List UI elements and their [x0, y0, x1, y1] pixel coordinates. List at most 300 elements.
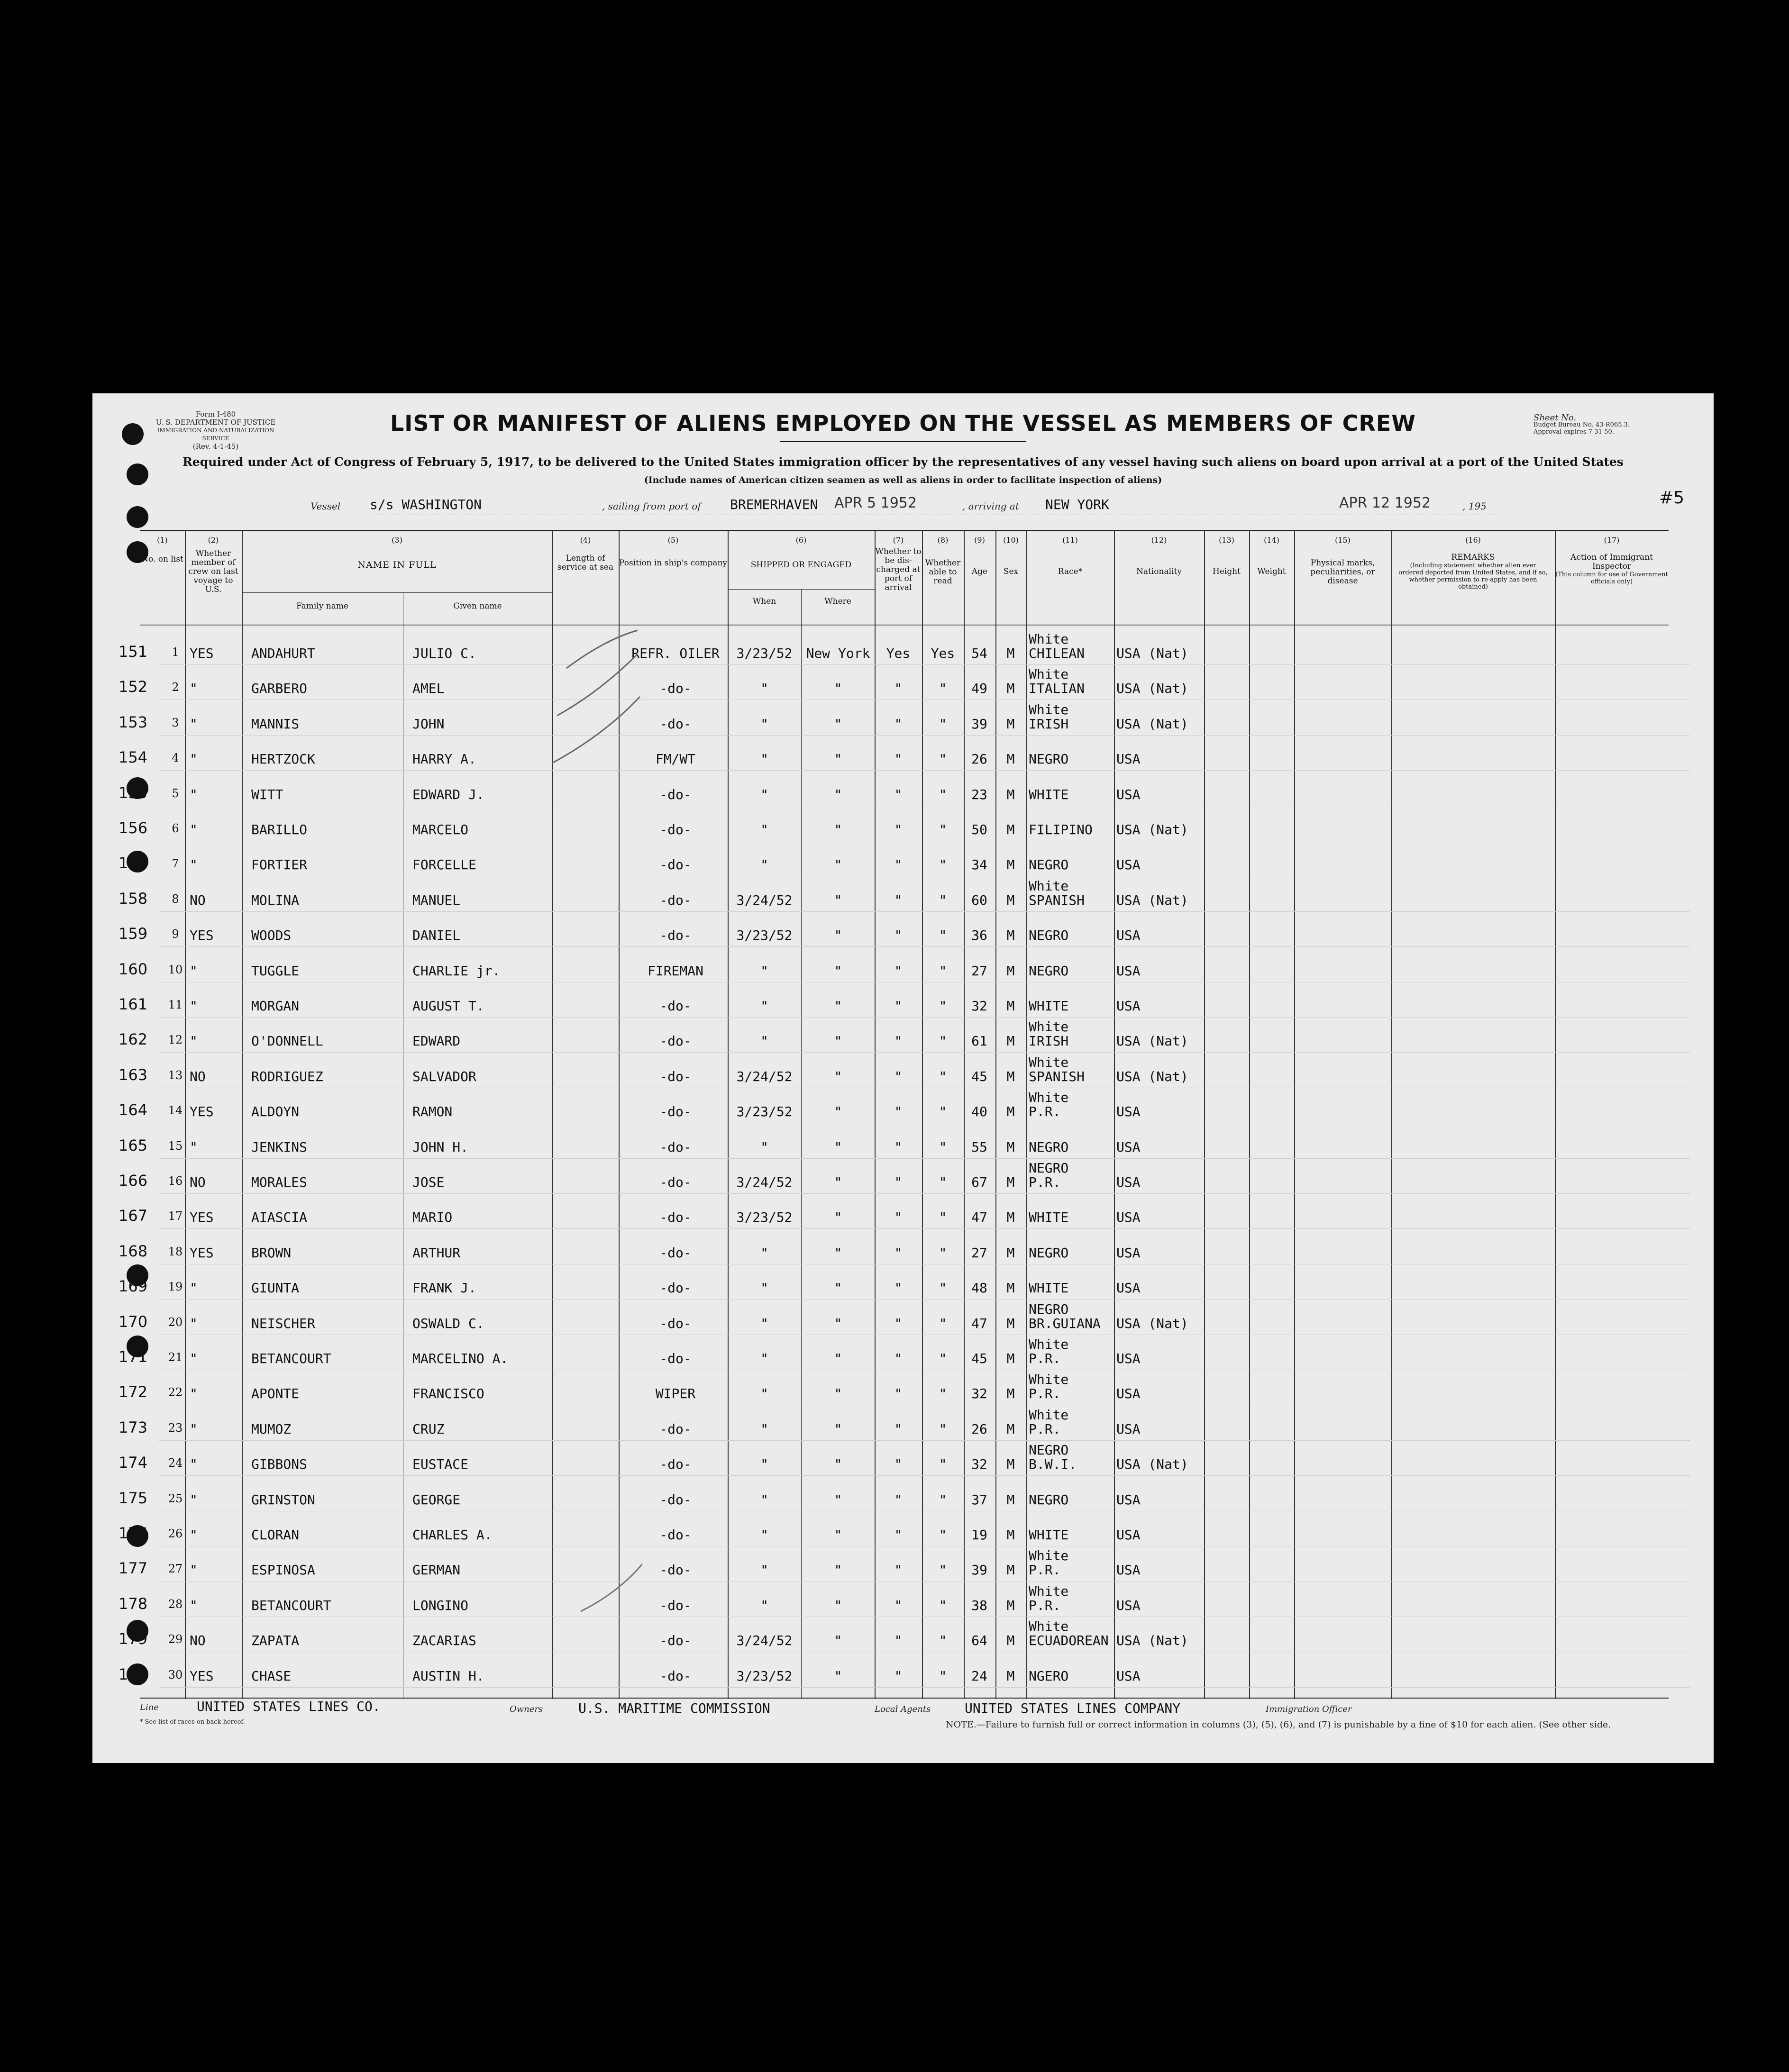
- col13-num: (13): [1219, 536, 1234, 545]
- cell-when: 3/24/52: [736, 1633, 793, 1648]
- cell-where: ": [834, 998, 842, 1014]
- col4-label: Length of service at sea: [557, 554, 614, 572]
- cell-sex: M: [1006, 1527, 1015, 1543]
- cell-disch: ": [894, 1633, 903, 1648]
- cell-when: ": [760, 681, 768, 696]
- col12-num: (12): [1151, 536, 1167, 545]
- cell-sex: M: [1006, 927, 1015, 943]
- cell-prev: YES: [190, 927, 214, 943]
- subtitle-note: (Include names of American citizen seamen as well as aliens in order to facilitate inspection of aliens): [644, 475, 1162, 485]
- cell-read: ": [939, 963, 947, 979]
- cell-position: -do-: [659, 1033, 692, 1049]
- cell-race-line1: White: [1029, 878, 1069, 894]
- cell-prev: ": [190, 1280, 198, 1296]
- col1-header: [140, 536, 185, 564]
- cell-sex: M: [1006, 787, 1015, 802]
- col15-label: Physical marks, peculiarities, or disease: [1310, 558, 1375, 586]
- cell-prev: YES: [190, 1209, 214, 1225]
- cell-nat: USA: [1116, 927, 1141, 943]
- cell-race-line1: White: [1029, 1548, 1069, 1563]
- cell-disch: ": [894, 1351, 903, 1366]
- cell-no: 21: [168, 1351, 183, 1364]
- cell-read: ": [939, 857, 947, 872]
- handwritten-list-number: 167: [119, 1207, 148, 1225]
- col11-num: (11): [1062, 536, 1078, 545]
- pencil-marks: [548, 621, 642, 1663]
- cell-position: -do-: [659, 1492, 692, 1508]
- given-name-header: Given name: [453, 601, 502, 611]
- col11-header: [1026, 536, 1114, 576]
- cell-disch: ": [894, 1598, 903, 1613]
- col-divider: [1249, 531, 1250, 1699]
- cell-position: -do-: [659, 1456, 692, 1472]
- cell-no: 4: [172, 751, 179, 764]
- col9-label: Age: [971, 567, 988, 576]
- cell-race-line1: White: [1029, 1618, 1069, 1634]
- cell-given: CHARLES A.: [412, 1527, 493, 1543]
- cell-position: -do-: [659, 927, 692, 943]
- cell-disch: ": [894, 787, 903, 802]
- col17-label: Action of Immigrant Inspector: [1570, 553, 1653, 571]
- cell-nat: USA: [1116, 1139, 1141, 1155]
- departure-port: BREMERHAVEN: [730, 497, 818, 512]
- cell-age: 34: [971, 857, 987, 872]
- handwritten-list-number: 178: [119, 1595, 148, 1613]
- cell-sex: M: [1006, 1104, 1015, 1119]
- col2-header: [185, 536, 242, 594]
- cell-prev: ": [190, 1351, 198, 1366]
- cell-disch: ": [894, 751, 903, 767]
- handwritten-list-number: 154: [119, 748, 148, 766]
- cell-nat: USA: [1116, 751, 1141, 767]
- cell-read: ": [939, 716, 947, 732]
- row-rule: [159, 664, 1690, 665]
- cell-nat: USA (Nat): [1116, 822, 1188, 837]
- cell-disch: ": [894, 1209, 903, 1225]
- cell-family: MANNIS: [251, 716, 300, 732]
- handwritten-list-number: 166: [119, 1172, 148, 1190]
- cell-prev: ": [190, 1527, 198, 1543]
- col-divider: [801, 589, 802, 1699]
- cell-nat: USA (Nat): [1116, 1633, 1188, 1648]
- col8-label: Whether able to read: [925, 558, 961, 586]
- cell-nat: USA (Nat): [1116, 1033, 1188, 1049]
- cell-race: SPANISH: [1029, 1069, 1085, 1084]
- cell-nat: USA: [1116, 857, 1141, 872]
- cell-disch: ": [894, 1562, 903, 1578]
- cell-when: 3/23/52: [736, 1668, 793, 1684]
- cell-race: P.R.: [1029, 1421, 1061, 1437]
- cell-race: B.W.I.: [1029, 1456, 1077, 1472]
- cell-where: ": [834, 1139, 842, 1155]
- cell-where: ": [834, 892, 842, 908]
- col7-label: Whether to be dis-charged at port of arrival: [875, 547, 922, 592]
- cell-given: GEORGE: [412, 1492, 461, 1508]
- handwritten-list-number: 151: [119, 643, 148, 661]
- cell-race-line1: NEGRO: [1029, 1442, 1069, 1458]
- cell-nat: USA: [1116, 1174, 1141, 1190]
- cell-prev: ": [190, 681, 198, 696]
- cell-age: 61: [971, 1033, 987, 1049]
- cell-race: IRISH: [1029, 1033, 1069, 1049]
- cell-position: -do-: [659, 787, 692, 802]
- row-rule: [159, 1687, 1690, 1688]
- header-bottom-rule: [140, 625, 1669, 626]
- cell-sex: M: [1006, 963, 1015, 979]
- cell-when: ": [760, 1527, 768, 1543]
- cell-given: FORCELLE: [412, 857, 476, 872]
- cell-given: JOSE: [412, 1174, 445, 1190]
- cell-where: ": [834, 787, 842, 802]
- cell-sex: M: [1006, 1562, 1015, 1578]
- name-subrule: [242, 592, 552, 593]
- cell-disch: ": [894, 857, 903, 872]
- manifest-sheet: [92, 393, 1714, 1763]
- cell-where: ": [834, 1245, 842, 1261]
- cell-read: ": [939, 1069, 947, 1084]
- cell-family: ANDAHURT: [251, 645, 315, 661]
- cell-age: 19: [971, 1527, 987, 1543]
- departure-date: APR 5 1952: [834, 495, 917, 511]
- cell-sex: M: [1006, 1492, 1015, 1508]
- cell-disch: ": [894, 1316, 903, 1331]
- handwritten-list-number: 170: [119, 1313, 148, 1331]
- cell-race: IRISH: [1029, 716, 1069, 732]
- handwritten-list-number: 161: [119, 995, 148, 1013]
- cell-nat: USA (Nat): [1116, 1456, 1188, 1472]
- cell-read: ": [939, 787, 947, 802]
- col-divider: [1555, 531, 1556, 1699]
- cell-when: ": [760, 1562, 768, 1578]
- cell-sex: M: [1006, 645, 1015, 661]
- cell-position: -do-: [659, 1668, 692, 1684]
- cell-position: REFR. OILER: [631, 645, 720, 661]
- col16-sub: (Including statement whether alien ever ordered deported from United States, and if so, whether permission to re-apply has been obtained): [1398, 562, 1548, 591]
- cell-position: -do-: [659, 1280, 692, 1296]
- cell-when: ": [760, 1351, 768, 1366]
- col14-header: [1249, 536, 1294, 576]
- table-top-rule: [140, 530, 1669, 531]
- cell-race: WHITE: [1029, 1209, 1069, 1225]
- cell-disch: ": [894, 1280, 903, 1296]
- service: IMMIGRATION AND NATURALIZATION SERVICE: [157, 427, 274, 442]
- line-label: Line: [140, 1702, 159, 1712]
- cell-no: 22: [168, 1386, 183, 1399]
- cell-no: 10: [168, 963, 183, 976]
- cell-read: ": [939, 998, 947, 1014]
- handwritten-list-number: 169: [119, 1277, 148, 1295]
- cell-sex: M: [1006, 822, 1015, 837]
- cell-read: ": [939, 1033, 947, 1049]
- cell-race: ITALIAN: [1029, 681, 1085, 696]
- cell-race: BR.GUIANA: [1029, 1316, 1101, 1331]
- where-header: Where: [824, 597, 851, 606]
- col11-label: Race*: [1058, 567, 1083, 576]
- cell-family: WITT: [251, 787, 283, 802]
- row-rule: [159, 770, 1690, 771]
- col14-num: (14): [1264, 536, 1279, 545]
- approval-expiry: Approval expires 7-31-50.: [1533, 428, 1614, 436]
- cell-family: JENKINS: [251, 1139, 308, 1155]
- col-divider: [1204, 531, 1205, 1699]
- cell-prev: YES: [190, 1104, 214, 1119]
- cell-sex: M: [1006, 1139, 1015, 1155]
- col-divider: [728, 531, 729, 1699]
- cell-age: 23: [971, 787, 987, 802]
- year-suffix: , 195: [1462, 500, 1487, 512]
- sailing-label: , sailing from port of: [602, 500, 701, 512]
- handwritten-list-number: 168: [119, 1242, 148, 1260]
- cell-nat: USA (Nat): [1116, 645, 1188, 661]
- cell-when: ": [760, 1456, 768, 1472]
- cell-prev: YES: [190, 645, 214, 661]
- row-rule: [159, 1440, 1690, 1441]
- cell-prev: NO: [190, 892, 206, 908]
- cell-nat: USA: [1116, 787, 1141, 802]
- cell-position: -do-: [659, 1174, 692, 1190]
- cell-race: P.R.: [1029, 1174, 1061, 1190]
- cell-no: 14: [168, 1104, 183, 1117]
- cell-nat: USA: [1116, 1527, 1141, 1543]
- cell-nat: USA: [1116, 998, 1141, 1014]
- cell-sex: M: [1006, 716, 1015, 732]
- cell-race-line1: White: [1029, 1407, 1069, 1423]
- cell-sex: M: [1006, 857, 1015, 872]
- cell-sex: M: [1006, 998, 1015, 1014]
- cell-age: 26: [971, 1421, 987, 1437]
- handwritten-list-number: 162: [119, 1030, 148, 1048]
- cell-read: ": [939, 1209, 947, 1225]
- cell-race-line1: White: [1029, 1372, 1069, 1387]
- cell-family: RODRIGUEZ: [251, 1069, 323, 1084]
- cell-given: DANIEL: [412, 927, 461, 943]
- cell-position: -do-: [659, 1633, 692, 1648]
- cell-when: ": [760, 1033, 768, 1049]
- cell-race-line1: White: [1029, 1583, 1069, 1599]
- cell-sex: M: [1006, 1174, 1015, 1190]
- col3-num: (3): [392, 536, 402, 545]
- cell-disch: ": [894, 998, 903, 1014]
- cell-prev: YES: [190, 1245, 214, 1261]
- row-rule: [159, 735, 1690, 736]
- cell-position: WIPER: [655, 1386, 696, 1401]
- row-rule: [159, 1228, 1690, 1229]
- cell-no: 26: [168, 1527, 183, 1540]
- cell-age: 37: [971, 1492, 987, 1508]
- cell-prev: NO: [190, 1633, 206, 1648]
- col8-header: [922, 536, 964, 586]
- cell-where: ": [834, 1104, 842, 1119]
- col16-num: (16): [1465, 536, 1481, 545]
- cell-age: 47: [971, 1209, 987, 1225]
- col9-header: [964, 536, 995, 576]
- cell-sex: M: [1006, 1421, 1015, 1437]
- cell-read: ": [939, 1456, 947, 1472]
- cell-when: ": [760, 857, 768, 872]
- cell-family: CHASE: [251, 1668, 292, 1684]
- cell-age: 38: [971, 1598, 987, 1613]
- cell-nat: USA: [1116, 1421, 1141, 1437]
- cell-when: ": [760, 1421, 768, 1437]
- cell-no: 2: [172, 681, 179, 694]
- cell-where: ": [834, 1316, 842, 1331]
- cell-disch: ": [894, 681, 903, 696]
- cell-read: ": [939, 1633, 947, 1648]
- cell-nat: USA: [1116, 1668, 1141, 1684]
- cell-family: ZAPATA: [251, 1633, 300, 1648]
- cell-where: ": [834, 822, 842, 837]
- arrival-port: NEW YORK: [1045, 497, 1109, 512]
- handwritten-list-number: 179: [119, 1630, 148, 1648]
- cell-no: 28: [168, 1598, 183, 1611]
- cell-race: ECUADOREAN: [1029, 1633, 1109, 1648]
- cell-prev: ": [190, 857, 198, 872]
- cell-given: MARIO: [412, 1209, 453, 1225]
- cell-when: ": [760, 1316, 768, 1331]
- cell-disch: ": [894, 1104, 903, 1119]
- cell-read: ": [939, 1245, 947, 1261]
- pencil-stroke: [552, 697, 640, 763]
- cell-age: 27: [971, 963, 987, 979]
- cell-disch: ": [894, 1456, 903, 1472]
- handwritten-list-number: 176: [119, 1524, 148, 1542]
- cell-given: JOHN: [412, 716, 445, 732]
- officer-label: Immigration Officer: [1266, 1704, 1352, 1714]
- cell-read: ": [939, 1104, 947, 1119]
- vessel-label: Vessel: [310, 500, 341, 512]
- cell-when: ": [760, 1280, 768, 1296]
- pencil-stroke: [566, 630, 638, 668]
- col1-label: No. on list: [141, 554, 183, 564]
- cell-given: GERMAN: [412, 1562, 461, 1578]
- cell-family: BROWN: [251, 1245, 292, 1261]
- cell-read: ": [939, 892, 947, 908]
- cell-disch: ": [894, 1139, 903, 1155]
- punch-hole: [127, 506, 148, 528]
- cell-sex: M: [1006, 1598, 1015, 1613]
- cell-given: CRUZ: [412, 1421, 445, 1437]
- owners-value: U.S. MARITIME COMMISSION: [578, 1700, 770, 1716]
- cell-nat: USA: [1116, 1492, 1141, 1508]
- cell-race: P.R.: [1029, 1562, 1061, 1578]
- cell-where: New York: [806, 645, 870, 661]
- row-rule: [159, 1475, 1690, 1476]
- col12-header: [1114, 536, 1204, 576]
- cell-nat: USA: [1116, 1598, 1141, 1613]
- cell-prev: ": [190, 716, 198, 732]
- cell-given: AMEL: [412, 681, 445, 696]
- cell-no: 3: [172, 716, 179, 729]
- cell-when: 3/24/52: [736, 1174, 793, 1190]
- cell-when: 3/23/52: [736, 927, 793, 943]
- cell-race: P.R.: [1029, 1104, 1061, 1119]
- cell-when: ": [760, 1598, 768, 1613]
- cell-race-line1: White: [1029, 1054, 1069, 1070]
- cell-when: ": [760, 1139, 768, 1155]
- cell-sex: M: [1006, 1280, 1015, 1296]
- handwritten-list-number: 177: [119, 1559, 148, 1577]
- cell-position: -do-: [659, 998, 692, 1014]
- handwritten-list-number: 173: [119, 1418, 148, 1436]
- cell-read: ": [939, 1174, 947, 1190]
- cell-sex: M: [1006, 1245, 1015, 1261]
- col6-header: [728, 536, 875, 570]
- col14-label: Weight: [1257, 567, 1286, 576]
- cell-disch: ": [894, 1527, 903, 1543]
- cell-prev: NO: [190, 1174, 206, 1190]
- cell-given: AUGUST T.: [412, 998, 484, 1014]
- cell-given: SALVADOR: [412, 1069, 476, 1084]
- cell-when: ": [760, 1245, 768, 1261]
- cell-read: ": [939, 751, 947, 767]
- cell-family: NEISCHER: [251, 1316, 315, 1331]
- cell-prev: ": [190, 1492, 198, 1508]
- cell-race: WHITE: [1029, 787, 1069, 802]
- cell-race: P.R.: [1029, 1351, 1061, 1366]
- cell-race: WHITE: [1029, 1280, 1069, 1296]
- col15-header: [1294, 536, 1391, 586]
- col7-header: [875, 536, 922, 592]
- cell-read: ": [939, 1527, 947, 1543]
- cell-read: ": [939, 822, 947, 837]
- cell-sex: M: [1006, 1209, 1015, 1225]
- cell-family: BETANCOURT: [251, 1598, 331, 1613]
- cell-read: ": [939, 681, 947, 696]
- col10-header: [995, 536, 1026, 576]
- cell-position: -do-: [659, 1598, 692, 1613]
- handwritten-list-number: 172: [119, 1383, 148, 1401]
- cell-no: 19: [168, 1280, 183, 1293]
- cell-sex: M: [1006, 1386, 1015, 1401]
- cell-family: BARILLO: [251, 822, 308, 837]
- cell-race-line1: White: [1029, 1019, 1069, 1035]
- cell-age: 39: [971, 1562, 987, 1578]
- agents-label: Local Agents: [875, 1704, 931, 1714]
- cell-no: 1: [172, 645, 179, 659]
- cell-nat: USA: [1116, 1562, 1141, 1578]
- cell-family: MUMOZ: [251, 1421, 292, 1437]
- col7-num: (7): [893, 536, 904, 545]
- cell-position: -do-: [659, 1139, 692, 1155]
- handwritten-list-number: 158: [119, 890, 148, 908]
- cell-given: CHARLIE jr.: [412, 963, 501, 979]
- handwritten-list-number: 174: [119, 1454, 148, 1472]
- cell-race: NEGRO: [1029, 1492, 1069, 1508]
- cell-nat: USA: [1116, 1209, 1141, 1225]
- cell-when: ": [760, 1492, 768, 1508]
- cell-no: 20: [168, 1316, 183, 1329]
- cell-age: 45: [971, 1069, 987, 1084]
- col15-num: (15): [1335, 536, 1351, 545]
- cell-position: -do-: [659, 1316, 692, 1331]
- cell-given: OSWALD C.: [412, 1316, 484, 1331]
- cell-sex: M: [1006, 1033, 1015, 1049]
- cell-family: MOLINA: [251, 892, 300, 908]
- handwritten-list-number: 155: [119, 784, 148, 802]
- cell-no: 7: [172, 857, 179, 870]
- pencil-stroke: [557, 654, 638, 716]
- cell-prev: ": [190, 751, 198, 767]
- cell-race: WHITE: [1029, 998, 1069, 1014]
- department: U. S. DEPARTMENT OF JUSTICE: [155, 418, 276, 427]
- col10-num: (10): [1003, 536, 1019, 545]
- cell-no: 23: [168, 1421, 183, 1435]
- cell-family: O'DONNELL: [251, 1033, 323, 1049]
- cell-given: ZACARIAS: [412, 1633, 476, 1648]
- cell-nat: USA: [1116, 1386, 1141, 1401]
- handwritten-list-number: 159: [119, 925, 148, 943]
- cell-no: 5: [172, 787, 179, 800]
